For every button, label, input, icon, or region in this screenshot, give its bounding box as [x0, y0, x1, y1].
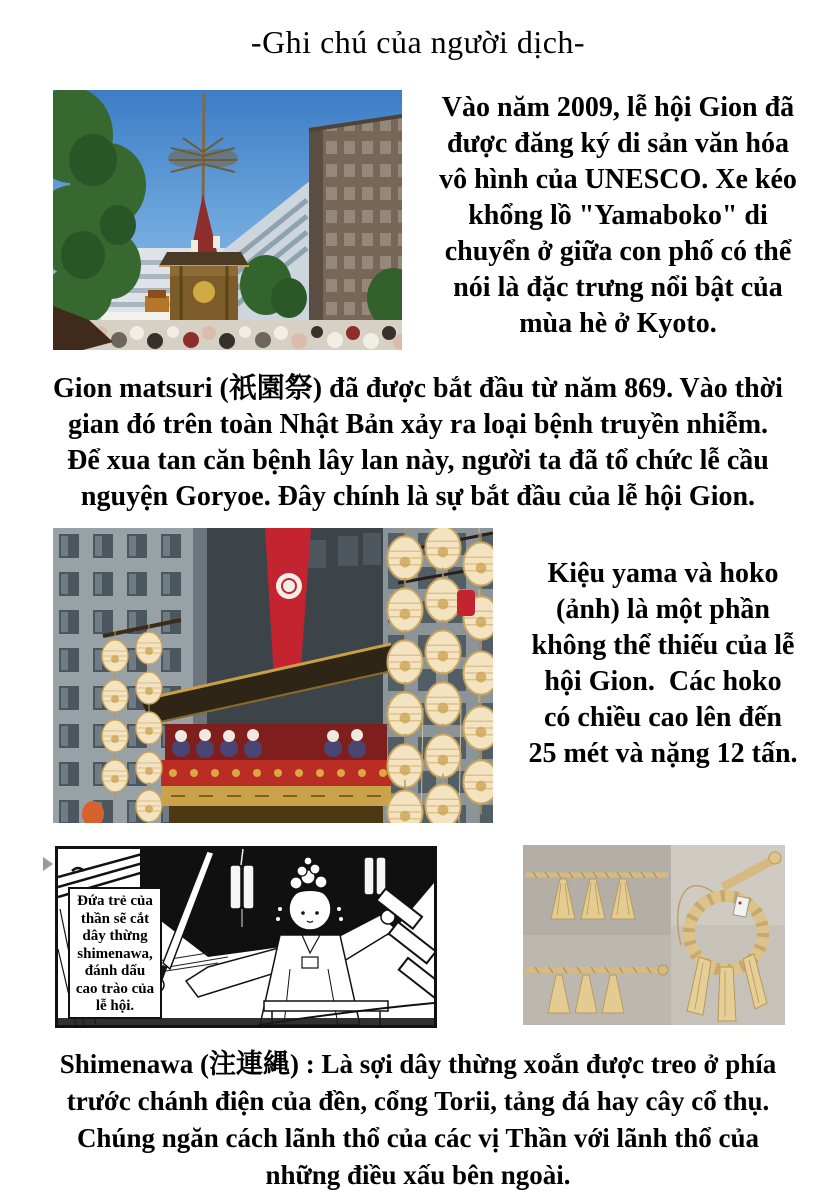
text-line: Kiệu yama và hoko [547, 558, 779, 589]
manga-panel [55, 846, 437, 1028]
text-line: những điều xấu bên ngoài. [265, 1160, 571, 1190]
text-line: Chúng ngăn cách lãnh thổ của các vị Thần với lãnh thổ của [76, 1123, 760, 1153]
panel-arrow-icon [43, 857, 53, 871]
text-line: có chiều cao lên đến [544, 702, 782, 733]
text-line: Đứa trẻ của [77, 893, 153, 909]
text-line: Shimenawa (注連縄) : Là sợi dây thừng xoắn được treo ở phía [59, 1049, 777, 1079]
yama-hoko-note [490, 556, 836, 772]
manga-caption-box [68, 887, 162, 1019]
shimenawa-note [18, 1046, 818, 1194]
page-title: -Ghi chú của người dịch- [250, 24, 586, 60]
text-line: mùa hè ở Kyoto. [519, 308, 717, 339]
text-line: trước chánh điện của đền, cổng Torii, tảng đá hay cây cổ thụ. [66, 1086, 770, 1116]
text-line: được đăng ký di sản văn hóa [447, 128, 789, 159]
shimenawa-art [523, 845, 785, 1025]
text-line: hội Gion. Các hoko [544, 666, 782, 697]
text-line: lễ hội. [95, 998, 135, 1014]
text-line: cao trào của [75, 980, 155, 997]
text-line: khổng lồ "Yamaboko" di [468, 200, 768, 231]
text-line: gian đó trên toàn Nhật Bản xảy ra loại bệnh truyền nhiễm. [67, 409, 769, 440]
text-line: 25 mét và nặng 12 tấn. [528, 738, 798, 769]
gion-history-note [18, 371, 818, 515]
text-line: shimenawa, [77, 945, 153, 962]
unesco-note [400, 90, 836, 342]
text-line: dây thừng [82, 928, 148, 944]
text-line: đánh dấu [84, 963, 146, 979]
hoko-lanterns-photo [53, 528, 493, 823]
text-line: không thể thiếu của lễ [531, 630, 795, 661]
text-line: chuyển ở giữa con phố có thể [444, 236, 792, 267]
text-line: nói là đặc trưng nổi bật của [453, 272, 783, 303]
yamaboko-street-art [53, 90, 402, 350]
text-line: thần sẽ cắt [80, 910, 150, 927]
hoko-lanterns-art [53, 528, 493, 823]
text-line: nguyện Goryoe. Đây chính là sự bắt đầu của lễ hội Gion. [80, 481, 756, 512]
text-line: Vào năm 2009, lễ hội Gion đã [441, 92, 795, 123]
shimenawa-photo [523, 845, 785, 1025]
text-line: Để xua tan căn bệnh lây lan này, người ta đã tổ chức lễ cầu [67, 445, 769, 476]
yamaboko-street-photo [53, 90, 402, 350]
text-line: Gion matsuri (祇園祭) đã được bắt đầu từ năm 869. Vào thời [53, 373, 783, 404]
text-line: (ảnh) là một phần [556, 594, 770, 625]
text-line: vô hình của UNESCO. Xe kéo [439, 164, 797, 195]
